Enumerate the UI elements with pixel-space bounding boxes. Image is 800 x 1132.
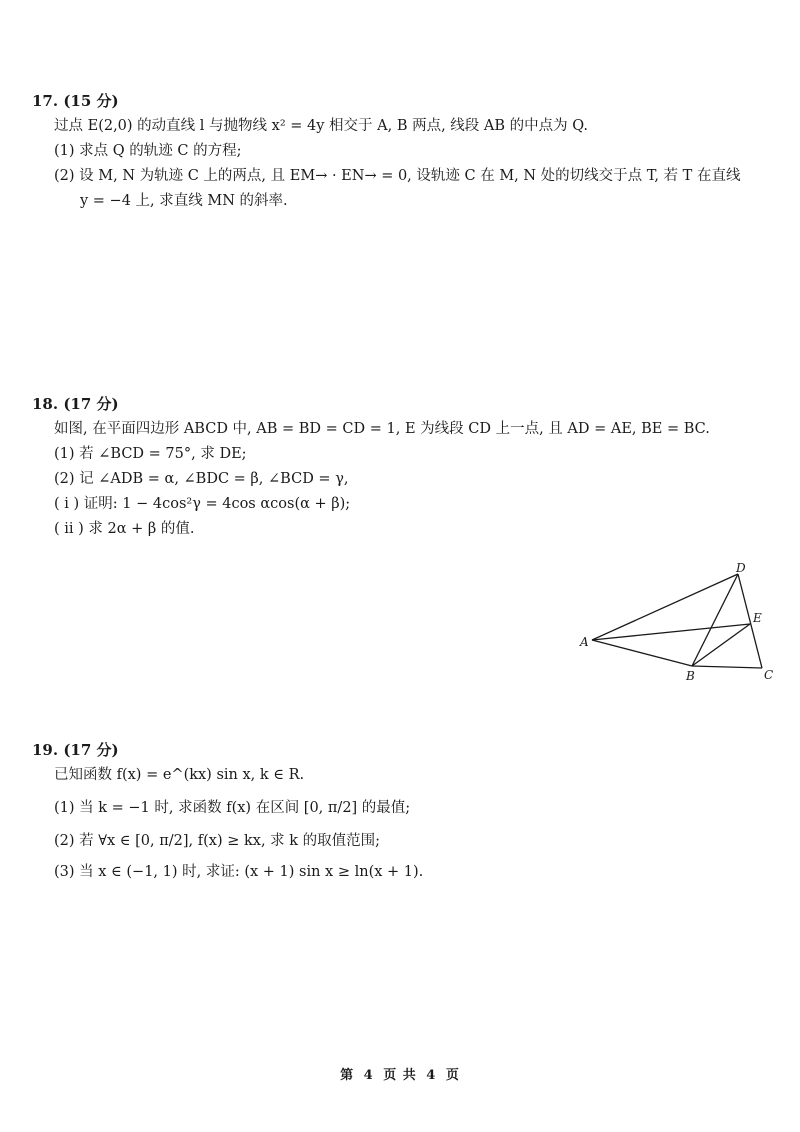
problem-17-part-1: (1) 求点 Q 的轨迹 C 的方程; <box>54 143 242 159</box>
problem-19-part-3: (3) 当 x ∈ (−1, 1) 时, 求证: (x + 1) sin x ≥ ln(x + 1). <box>54 864 424 880</box>
vertex-label-b: B <box>686 669 695 683</box>
vertex-label-c: C <box>764 668 774 682</box>
problem-18-part-2: (2) 记 ∠ADB = α, ∠BDC = β, ∠BCD = γ, <box>54 471 349 487</box>
vertex-label-a: A <box>580 635 589 649</box>
vertex-label-d: D <box>736 562 746 575</box>
quadrilateral-diagram <box>578 562 778 684</box>
problem-17-statement: 过点 E(2,0) 的动直线 l 与抛物线 x² = 4y 相交于 A, B 两点, 线段 AB 的中点为 Q. <box>54 118 589 134</box>
problem-19-part-1: (1) 当 k = −1 时, 求函数 f(x) 在区间 [0, π/2] 的最值; <box>54 800 411 816</box>
problem-18 <box>32 391 710 542</box>
vertex-label-e: E <box>753 611 762 625</box>
problem-19-statement: 已知函数 f(x) = e^(kx) sin x, k ∈ R. <box>54 767 305 783</box>
problem-18-part-1: (1) 若 ∠BCD = 75°, 求 DE; <box>54 446 247 462</box>
segment-ab <box>592 640 692 666</box>
problem-18-statement: 如图, 在平面四边形 ABCD 中, AB = BD = CD = 1, E 为线段 CD 上一点, 且 AD = AE, BE = BC. <box>54 421 710 437</box>
footer-middle: 页 共 <box>383 1068 417 1083</box>
problem-18-heading: 18. (17 分) <box>32 395 119 413</box>
segment-bd <box>692 574 738 666</box>
footer-suffix: 页 <box>445 1068 460 1083</box>
page-footer <box>0 1064 800 1083</box>
problem-19 <box>32 737 423 885</box>
segment-bc <box>692 666 762 668</box>
problem-19-part-2: (2) 若 ∀x ∈ [0, π/2], f(x) ≥ kx, 求 k 的取值范围; <box>54 833 381 849</box>
problem-17-heading: 17. (15 分) <box>32 92 119 110</box>
segment-be <box>692 624 750 666</box>
problem-17-part-2: (2) 设 M, N 为轨迹 C 上的两点, 且 EM→ · EN→ = 0, 设轨迹 C 在 M, N 处的切线交于点 T, 若 T 在直线 <box>54 168 741 184</box>
footer-total-pages: 4 <box>426 1068 437 1083</box>
problem-17-part-2-continued: y = −4 上, 求直线 MN 的斜率. <box>80 193 288 209</box>
problem-19-heading: 19. (17 分) <box>32 741 119 759</box>
segment-ae <box>592 624 750 640</box>
segment-ad <box>592 574 738 640</box>
footer-prefix: 第 <box>340 1068 355 1083</box>
problem-18-part-2-ii: ( ⅱ ) 求 2α + β 的值. <box>54 521 195 537</box>
quadrilateral-figure <box>578 562 778 684</box>
problem-18-part-2-i: ( ⅰ ) 证明: 1 − 4cos²γ = 4cos αcos(α + β); <box>54 496 351 512</box>
footer-page-number: 4 <box>363 1068 374 1083</box>
problem-17 <box>32 88 740 214</box>
